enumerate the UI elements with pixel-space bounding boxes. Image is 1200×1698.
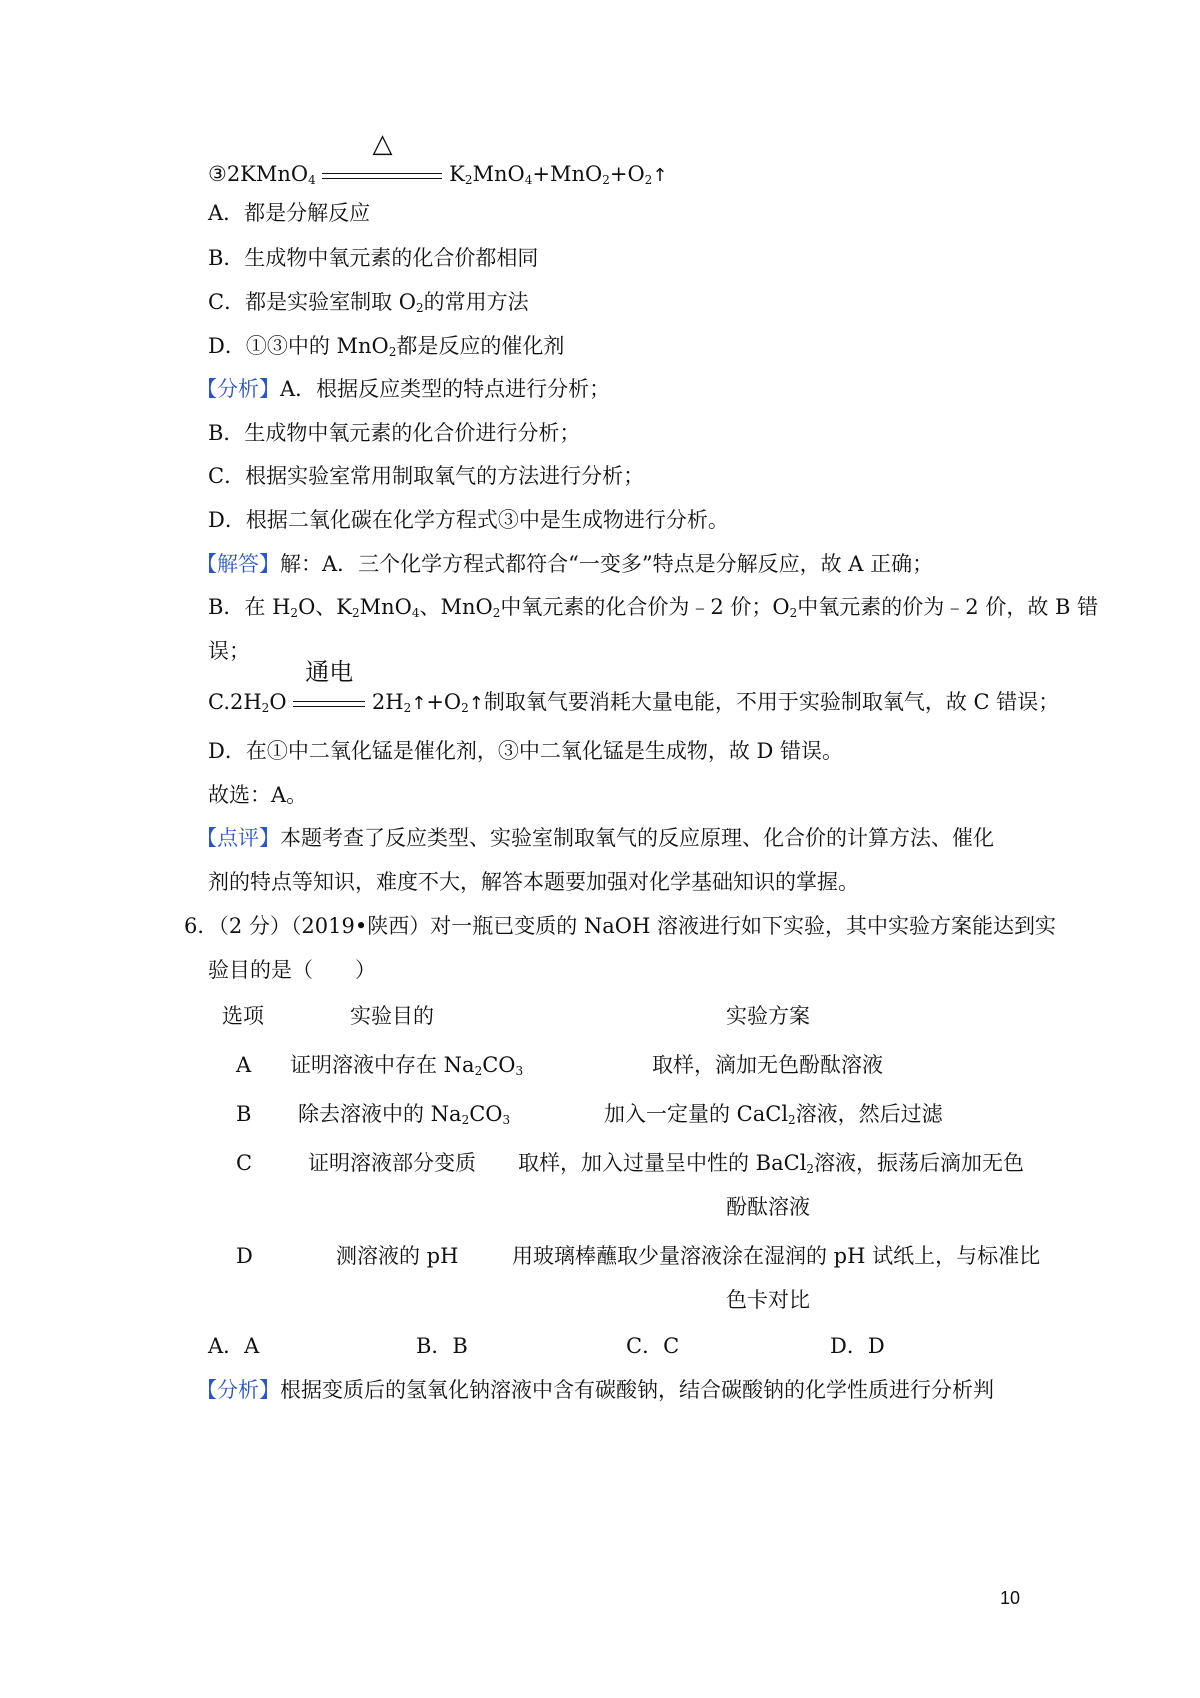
analysis-b: B．生成物中氧元素的化合价进行分析； bbox=[208, 421, 581, 445]
analysis-tag: 【分析】 bbox=[196, 1379, 280, 1402]
up-arrow-icon: ↑ bbox=[652, 165, 668, 186]
choose-line: 故选：A。 bbox=[208, 783, 308, 807]
delta-icon: △ bbox=[372, 129, 393, 159]
review-line-2: 剂的特点等知识，难度不大，解答本题要加强对化学基础知识的掌握。 bbox=[208, 870, 859, 894]
header-option: 选项 bbox=[222, 1004, 264, 1028]
choice-a: A．A bbox=[208, 1334, 260, 1358]
review-line: 【点评】本题考查了反应类型、实验室制取氧气的反应原理、化合价的计算方法、催化 bbox=[196, 826, 994, 850]
choice-d: D．D bbox=[830, 1334, 885, 1358]
analysis-6: 【分析】根据变质后的氢氧化钠溶液中含有碳酸钠，结合碳酸钠的化学性质进行分析判 bbox=[196, 1378, 994, 1402]
question-6-cont: 验目的是（ ） bbox=[208, 958, 376, 982]
option-b: B．生成物中氧元素的化合价都相同 bbox=[208, 246, 539, 270]
header-goal: 实验目的 bbox=[350, 1004, 434, 1028]
electrolysis-condition: 通电 bbox=[293, 687, 365, 717]
option-a: A．都是分解反应 bbox=[208, 201, 371, 225]
page-number: 10 bbox=[1000, 1588, 1021, 1608]
equation-3: ③2KMnO$_4$ △ $K_2MnO_4+MnO_2+O_2↑$ bbox=[208, 129, 668, 187]
up-arrow-icon: ↑ bbox=[468, 693, 484, 714]
analysis-tag: 【分析】 bbox=[196, 378, 280, 401]
analysis-d: D．根据二氧化碳在化学方程式③中是生成物进行分析。 bbox=[208, 508, 729, 532]
option-d: D．①③中的 MnO$_2$都是反应的催化剂 bbox=[208, 334, 565, 359]
heat-condition bbox=[322, 129, 442, 189]
answer-b: B．在 $H_2O$、$K_2MnO_4$、MnO$_2$中氧元素的化合价为﹣2 价；$O_2$中氧元素的价为﹣2 价，故 B 错 bbox=[208, 595, 1099, 620]
analysis-c: C．根据实验室常用制取氧气的方法进行分析； bbox=[208, 464, 645, 488]
up-arrow-icon: ↑ bbox=[411, 693, 427, 714]
analysis-a: 【分析】A．根据反应类型的特点进行分析； bbox=[196, 377, 611, 401]
option-c: C．都是实验室制取 $O_2$的常用方法 bbox=[208, 290, 529, 315]
question-6: 6．（2 分）（2019•陕西）对一瓶已变质的 NaOH 溶液进行如下实验，其中实验方案能达到实 bbox=[184, 914, 1056, 938]
answer-d: D．在①中二氧化锰是催化剂，③中二氧化锰是生成物，故 D 错误。 bbox=[208, 739, 844, 763]
answer-c: $C.2H_2O$ 通电 $2H_2↑+O_2↑$制取氧气要消耗大量电能，不用于实验制取氧气，故 C 错误； bbox=[208, 658, 1060, 715]
answer-b-cont: 误； bbox=[208, 639, 250, 663]
choice-b: B．B bbox=[416, 1334, 468, 1358]
answer-tag: 【解答】 bbox=[196, 553, 280, 576]
header-plan: 实验方案 bbox=[726, 1004, 810, 1028]
review-tag: 【点评】 bbox=[196, 827, 280, 850]
choice-c: C．C bbox=[626, 1334, 680, 1358]
answer-a: 【解答】解：A．三个化学方程式都符合“一变多”特点是分解反应，故 A 正确； bbox=[196, 552, 934, 576]
